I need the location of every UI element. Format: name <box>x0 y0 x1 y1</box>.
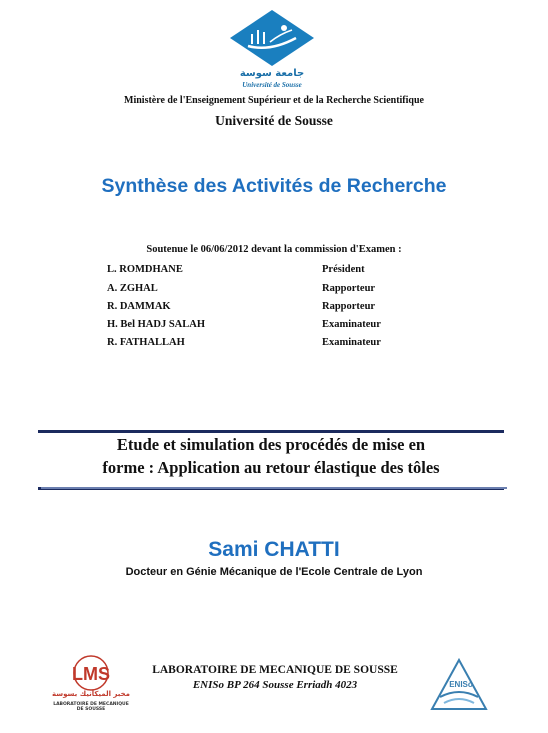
eniso-logo <box>428 657 490 713</box>
jury-row <box>107 264 407 280</box>
defense-intro: Soutenue le 06/06/2012 devant la commission d'Examen : <box>146 244 402 255</box>
jury-name: R. DAMMAK <box>107 301 171 312</box>
jury-role: Rapporteur <box>322 283 376 294</box>
jury-row <box>107 319 407 335</box>
thesis-title-line-1: Etude et simulation des procédés de mise en <box>116 435 426 454</box>
lab-name: LABORATOIRE DE MECANIQUE DE SOUSSE <box>152 664 398 676</box>
lms-arabic-text: مخبر الميكانيك بسوسة <box>52 690 131 698</box>
lms-french-text: LABORATOIRE DE MECANIQUE DE SOUSSE <box>53 702 129 712</box>
jury-role: Examinateur <box>322 319 381 330</box>
jury-role: Président <box>322 264 365 275</box>
jury-name: L. ROMDHANE <box>107 264 183 275</box>
lab-address: ENISo BP 264 Sousse Erriadh 4023 <box>192 679 358 691</box>
thesis-title-box <box>38 430 504 490</box>
jury-row <box>107 337 407 353</box>
author-credentials: Docteur en Génie Mécanique de l'Ecole Centrale de Lyon <box>125 566 423 578</box>
logo-arabic-text: جامعة سوسة <box>239 68 305 79</box>
author-name: Sami CHATTI <box>208 538 340 561</box>
jury-row <box>107 301 407 317</box>
document-title: Synthèse des Activités de Recherche <box>101 175 447 197</box>
jury-row <box>107 283 407 299</box>
lms-logo <box>52 655 130 711</box>
jury-name: A. ZGHAL <box>107 283 158 294</box>
university-name: Université de Sousse <box>215 113 333 128</box>
eniso-logo-text: ENISo <box>449 680 473 689</box>
jury-name: H. Bel HADJ SALAH <box>107 319 206 330</box>
thesis-box-shadow <box>41 487 507 489</box>
jury-role: Examinateur <box>322 337 381 348</box>
jury-name: R. FATHALLAH <box>107 337 185 348</box>
university-logo <box>222 8 322 92</box>
logo-latin-text: Université de Sousse <box>242 81 302 89</box>
jury-role: Rapporteur <box>322 301 376 312</box>
ministry-name: Ministère de l'Enseignement Supérieur et de la Recherche Scientifique <box>124 95 424 106</box>
thesis-title-line-2: forme : Application au retour élastique des tôles <box>102 458 440 477</box>
lms-logo-text: LMS <box>72 664 110 684</box>
